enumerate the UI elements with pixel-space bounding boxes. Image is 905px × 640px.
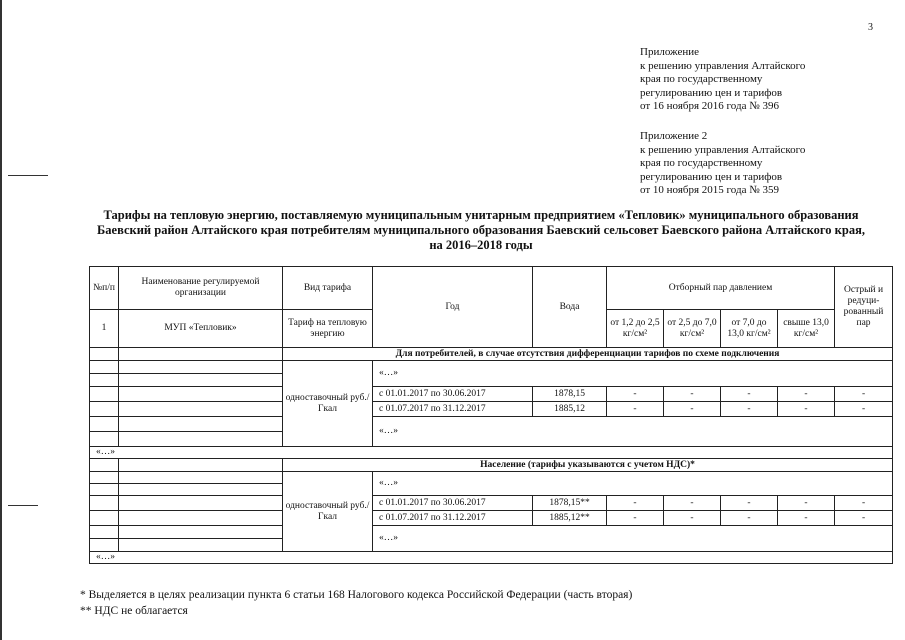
page-scan-edge xyxy=(0,0,10,640)
period: с 01.07.2017 по 31.12.2017 xyxy=(373,402,533,417)
dash: - xyxy=(607,402,664,417)
dash: - xyxy=(835,511,893,526)
title-line: Тарифы на тепловую энергию, поставляемую муниципальным унитарным предприятием «Тепловик» муниципального образования xyxy=(103,208,859,222)
appendix-line: от 16 ноября 2016 года № 396 xyxy=(640,100,779,112)
cell xyxy=(119,402,283,417)
ellipsis: «…» xyxy=(373,417,893,447)
rate-type: одноставочный руб./Гкал xyxy=(283,472,373,552)
cell xyxy=(119,472,283,484)
dash: - xyxy=(778,402,835,417)
section-title-1: Для потребителей, в случае отсутствия дифференциации тарифов по схеме подключения xyxy=(283,348,893,361)
cell xyxy=(90,402,119,417)
cell xyxy=(119,387,283,402)
dash: - xyxy=(664,496,721,511)
title-line: на 2016–2018 годы xyxy=(429,238,533,252)
rate-type: одноставочный руб./Гкал xyxy=(283,361,373,447)
header-steam: Отборный пар давлением xyxy=(607,267,835,310)
ellipsis: «…» xyxy=(373,526,893,552)
ellipsis: «…» xyxy=(373,361,893,387)
header-type: Вид тарифа xyxy=(283,267,373,310)
cell xyxy=(119,374,283,387)
tariff-table xyxy=(89,266,893,564)
appendix-line: края по государственному xyxy=(640,73,763,85)
ellipsis-row: «…» xyxy=(90,552,893,564)
cell xyxy=(90,417,119,432)
dash: - xyxy=(607,496,664,511)
cell xyxy=(119,496,283,511)
appendix-line: края по государственному xyxy=(640,157,763,169)
dash: - xyxy=(835,496,893,511)
dash: - xyxy=(664,511,721,526)
period: с 01.01.2017 по 30.06.2017 xyxy=(373,387,533,402)
cell xyxy=(90,459,119,472)
header-pressure-3: от 7,0 до 13,0 кг/см² xyxy=(721,310,778,348)
cell xyxy=(119,459,283,472)
appendix-header-2 xyxy=(640,130,805,198)
scan-mark xyxy=(8,505,38,506)
ellipsis-row: «…» xyxy=(90,447,893,459)
water-value: 1878,15 xyxy=(533,387,607,402)
water-value: 1885,12** xyxy=(533,511,607,526)
water-value: 1878,15** xyxy=(533,496,607,511)
appendix-line: от 10 ноября 2015 года № 359 xyxy=(640,184,779,196)
appendix-line: регулированию цен и тарифов xyxy=(640,86,783,99)
cell xyxy=(90,348,119,361)
appendix-line: Приложение xyxy=(640,46,700,58)
dash: - xyxy=(664,387,721,402)
dash: - xyxy=(835,387,893,402)
header-pressure-1: от 1,2 до 2,5 кг/см² xyxy=(607,310,664,348)
water-value: 1885,12 xyxy=(533,402,607,417)
dash: - xyxy=(778,511,835,526)
header-water: Вода xyxy=(533,267,607,348)
cell xyxy=(119,526,283,539)
cell xyxy=(90,374,119,387)
scan-mark xyxy=(8,175,48,176)
cell xyxy=(90,539,119,552)
cell xyxy=(119,539,283,552)
dash: - xyxy=(607,511,664,526)
page-number: 3 xyxy=(868,22,873,33)
header-pressure-2: от 2,5 до 7,0 кг/см² xyxy=(664,310,721,348)
title-line: Баевский район Алтайского края потребителям муниципального образования Баевский сельсовет Баевского района Алтайского края, xyxy=(97,223,865,237)
cell xyxy=(119,361,283,374)
period: с 01.01.2017 по 30.06.2017 xyxy=(373,496,533,511)
header-org: Наименование регулируемой организации xyxy=(119,267,283,310)
section-title-2: Население (тарифы указываются с учетом НДС)* xyxy=(283,459,893,472)
dash: - xyxy=(835,402,893,417)
row-org: МУП «Тепловик» xyxy=(119,310,283,348)
appendix-line: к решению управления Алтайского xyxy=(640,143,806,156)
dash: - xyxy=(721,496,778,511)
row-num: 1 xyxy=(90,310,119,348)
cell xyxy=(90,361,119,374)
cell xyxy=(90,484,119,496)
cell xyxy=(90,432,119,447)
cell xyxy=(119,417,283,432)
appendix-line: Приложение 2 xyxy=(640,130,708,142)
document-title xyxy=(70,208,892,253)
cell xyxy=(119,432,283,447)
appendix-line: регулированию цен и тарифов xyxy=(640,170,783,183)
cell xyxy=(119,484,283,496)
appendix-line: к решению управления Алтайского xyxy=(640,59,806,72)
dash: - xyxy=(778,496,835,511)
dash: - xyxy=(721,387,778,402)
header-num: №п/п xyxy=(90,267,119,310)
header-year: Год xyxy=(373,267,533,348)
cell xyxy=(90,496,119,511)
cell xyxy=(90,511,119,526)
cell xyxy=(119,348,283,361)
header-pressure-4: свыше 13,0 кг/см² xyxy=(778,310,835,348)
ellipsis: «…» xyxy=(373,472,893,496)
appendix-header-1 xyxy=(640,46,805,114)
dash: - xyxy=(664,402,721,417)
footnotes xyxy=(80,587,632,619)
cell xyxy=(119,511,283,526)
footnote: ** НДС не облагается xyxy=(80,605,188,617)
dash: - xyxy=(778,387,835,402)
header-sharp-steam: Острый и редуци-рованный пар xyxy=(835,267,893,348)
cell xyxy=(90,472,119,484)
dash: - xyxy=(721,402,778,417)
dash: - xyxy=(721,511,778,526)
footnote: * Выделяется в целях реализации пункта 6 статьи 168 Налогового кодекса Российской Федерации (часть вторая) xyxy=(80,589,633,601)
row-tariff-type: Тариф на тепловую энергию xyxy=(283,310,373,348)
period: с 01.07.2017 по 31.12.2017 xyxy=(373,511,533,526)
cell xyxy=(90,526,119,539)
dash: - xyxy=(607,387,664,402)
cell xyxy=(90,387,119,402)
